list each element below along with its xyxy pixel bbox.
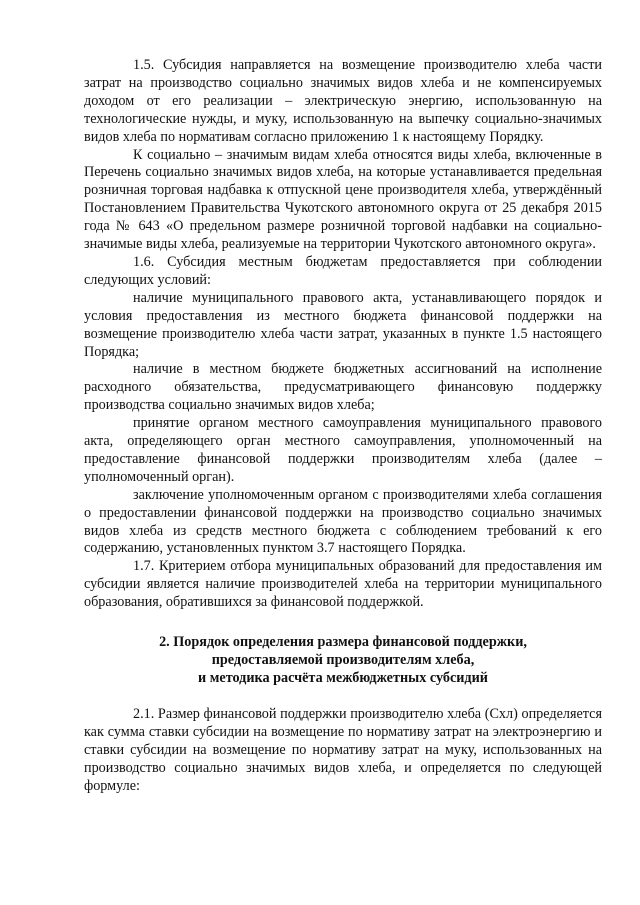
paragraph-2-1: 2.1. Размер финансовой поддержки производителю хлеба (Схл) определяется как сумма ставки субсидии на возмещение по нормативу затрат на электроэнергию и ставки субсидии на возмещение по нормативу затрат на муку, использованных на производство социально значимых видов хлеба, и определяется по следующей формуле: [84, 706, 602, 794]
section-2-title [84, 633, 602, 687]
paragraph-1-5: 1.5. Субсидия направляется на возмещение производителю хлеба части затрат на производство социально значимых видов хлеба и не компенсируемых доходом от его реализации – электрическую энергию, использованную на технологические нужды, и муку, использованную на выпечку социально-значимых видов хлеба по нормативам согласно приложению 1 к настоящему Порядку. [84, 57, 602, 145]
section-title-line-2: предоставляемой производителям хлеба, [211, 652, 475, 669]
paragraph-1-6: 1.6. Субсидия местным бюджетам предоставляется при соблюдении следующих условий: [84, 253, 602, 288]
condition-authorized-body: принятие органом местного самоуправления муниципального правового акта, определяющего орган местного самоуправления, уполномоченный на предоставление финансовой поддержки производителям хлеба (далее – уполномоченный орган). [84, 415, 602, 485]
condition-budget-allocations: наличие в местном бюджете бюджетных ассигнований на исполнение расходного обязательства, предусматривающего финансовую поддержку производства социально значимых видов хлеба; [84, 361, 602, 414]
condition-agreement: заключение уполномоченным органом с производителями хлеба соглашения о предоставлении финансовой поддержки на производство социально значимых видов хлеба из средств местного бюджета с соблюдением требований к его содержанию, установленных пунктом 3.7 настоящего Порядка. [84, 486, 602, 557]
condition-municipal-act: наличие муниципального правового акта, устанавливающего порядок и условия предоставления из местного бюджета финансовой поддержки на возмещение производителю хлеба части затрат, указанных в пункте 1.5 настоящего Порядка; [84, 289, 602, 360]
paragraph-socially-significant-bread: К социально – значимым видам хлеба относятся виды хлеба, включенные в Перечень социально значимых видов хлеба, на которые устанавливается предельная розничная торговая надбавка к отпускной цене производителя хлеба, утверждённый Постановлением Правительства Чукотского автономного округа от 25 декабря 2015 года № 643 «О предельном размере розничной торговой надбавки на социально-значимые виды хлеба, реализуемые на территории Чукотского автономного округа». [84, 146, 602, 253]
document-page [84, 57, 602, 796]
paragraph-1-7: 1.7. Критерием отбора муниципальных образований для предоставления им субсидии является наличие производителей хлеба на территории муниципального образования, обратившихся за финансовой поддержкой. [84, 558, 602, 611]
section-title-line-3: и методика расчёта межбюджетных субсидий [198, 670, 488, 687]
section-title-line-1: 2. Порядок определения размера финансовой поддержки, [159, 634, 527, 651]
